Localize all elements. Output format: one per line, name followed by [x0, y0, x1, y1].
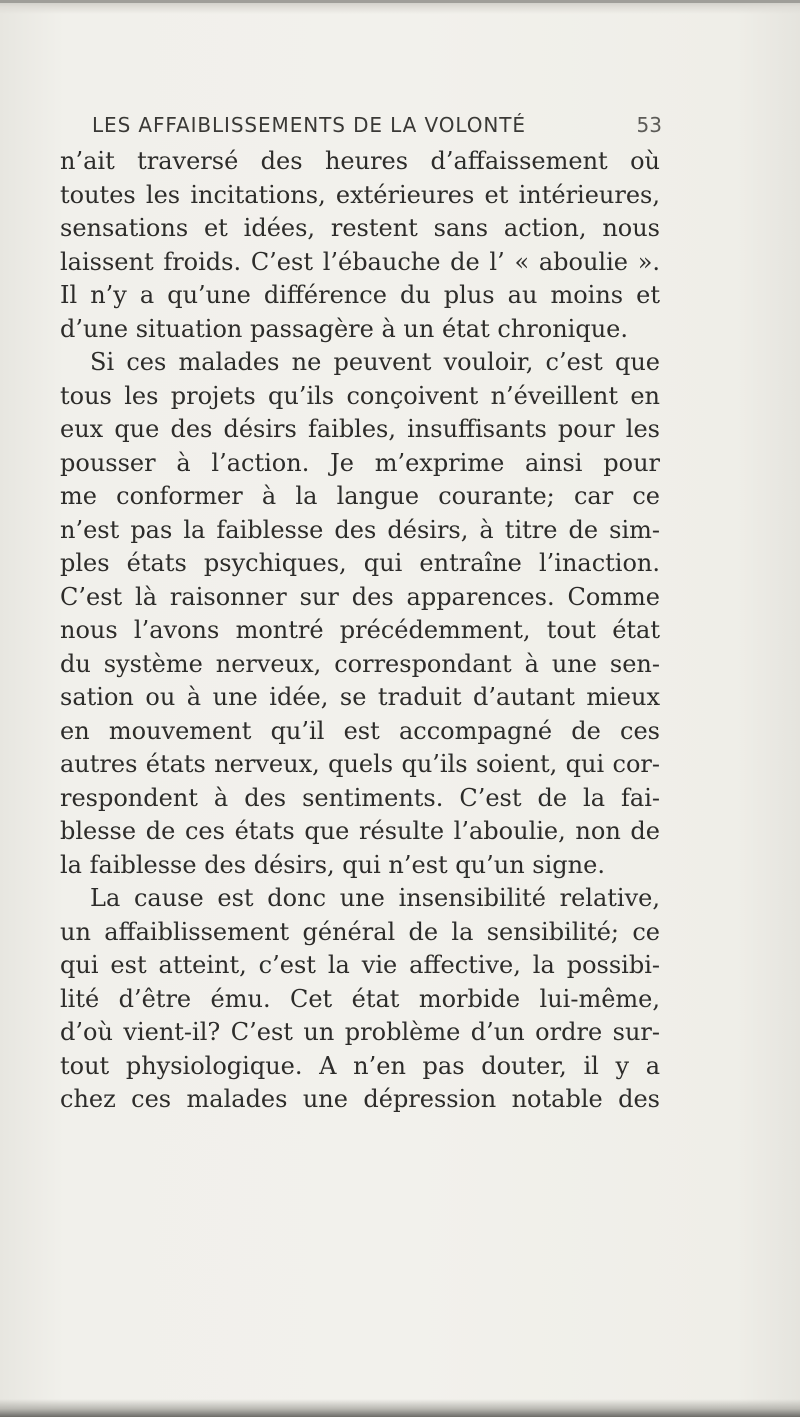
text-line: laissent froids. C’est l’ébauche de l’ « aboulie ». [60, 247, 660, 276]
text-line: d’où vient-il? C’est un problème d’un ordre sur- [60, 1018, 660, 1046]
running-title: LES AFFAIBLISSEMENTS DE LA VOLONTÉ [92, 113, 526, 137]
text-line: sation ou à une idée, se traduit d’autant mieux [60, 683, 660, 711]
text-line: eux que des désirs faibles, insuffisants pour les [60, 415, 660, 443]
text-line: ples états psychiques, qui entraîne l’inaction. [60, 549, 660, 577]
text-line: un affaiblissement général de la sensibilité; ce [60, 917, 660, 946]
paragraph-start-line: Si ces malades ne peuvent vouloir, c’est que [90, 348, 660, 376]
text-line: C’est là raisonner sur des apparences. Comme [60, 582, 660, 611]
text-line: d’une situation passagère à un état chronique. [60, 314, 628, 343]
text-line: pousser à l’action. Je m’exprime ainsi pour [60, 448, 660, 477]
text-line: en mouvement qu’il est accompagné de ces [60, 716, 660, 745]
text-line: la faiblesse des désirs, qui n’est qu’un signe. [60, 850, 605, 879]
text-line: toutes les incitations, extérieures et intérieures, [60, 180, 660, 209]
text-line: tous les projets qu’ils conçoivent n’éveillent en [60, 381, 660, 410]
text-line: nous l’avons montré précédemment, tout état [60, 616, 660, 644]
text-line: n’ait traversé des heures d’affaissement où [60, 147, 660, 175]
text-line: autres états nerveux, quels qu’ils soient, qui cor- [60, 750, 660, 778]
text-line: blesse de ces états que résulte l’aboulie, non de [60, 817, 660, 845]
text-line: lité d’être ému. Cet état morbide lui-même, [60, 984, 660, 1013]
paragraph-start-line: La cause est donc une insensibilité relative, [90, 884, 660, 912]
text-line: qui est atteint, c’est la vie affective, la possibi- [60, 951, 660, 979]
text-line: n’est pas la faiblesse des désirs, à titre de sim- [60, 515, 660, 544]
text-line: du système nerveux, correspondant à une sen- [60, 649, 660, 678]
page-header [92, 113, 662, 141]
text-line: tout physiologique. A n’en pas douter, il y a [60, 1051, 660, 1080]
text-line: me conformer à la langue courante; car ce [60, 482, 660, 510]
text-line: sensations et idées, restent sans action, nous [60, 214, 660, 242]
body-text [60, 145, 660, 1117]
text-line: chez ces malades une dépression notable des [60, 1085, 660, 1113]
text-line: Il n’y a qu’une différence du plus au moins et [60, 281, 660, 309]
page-number: 53 [636, 113, 662, 137]
text-line: respondent à des sentiments. C’est de la fai- [60, 783, 660, 812]
page-top-shadow [0, 0, 800, 14]
page-bottom-edge [0, 1399, 800, 1417]
